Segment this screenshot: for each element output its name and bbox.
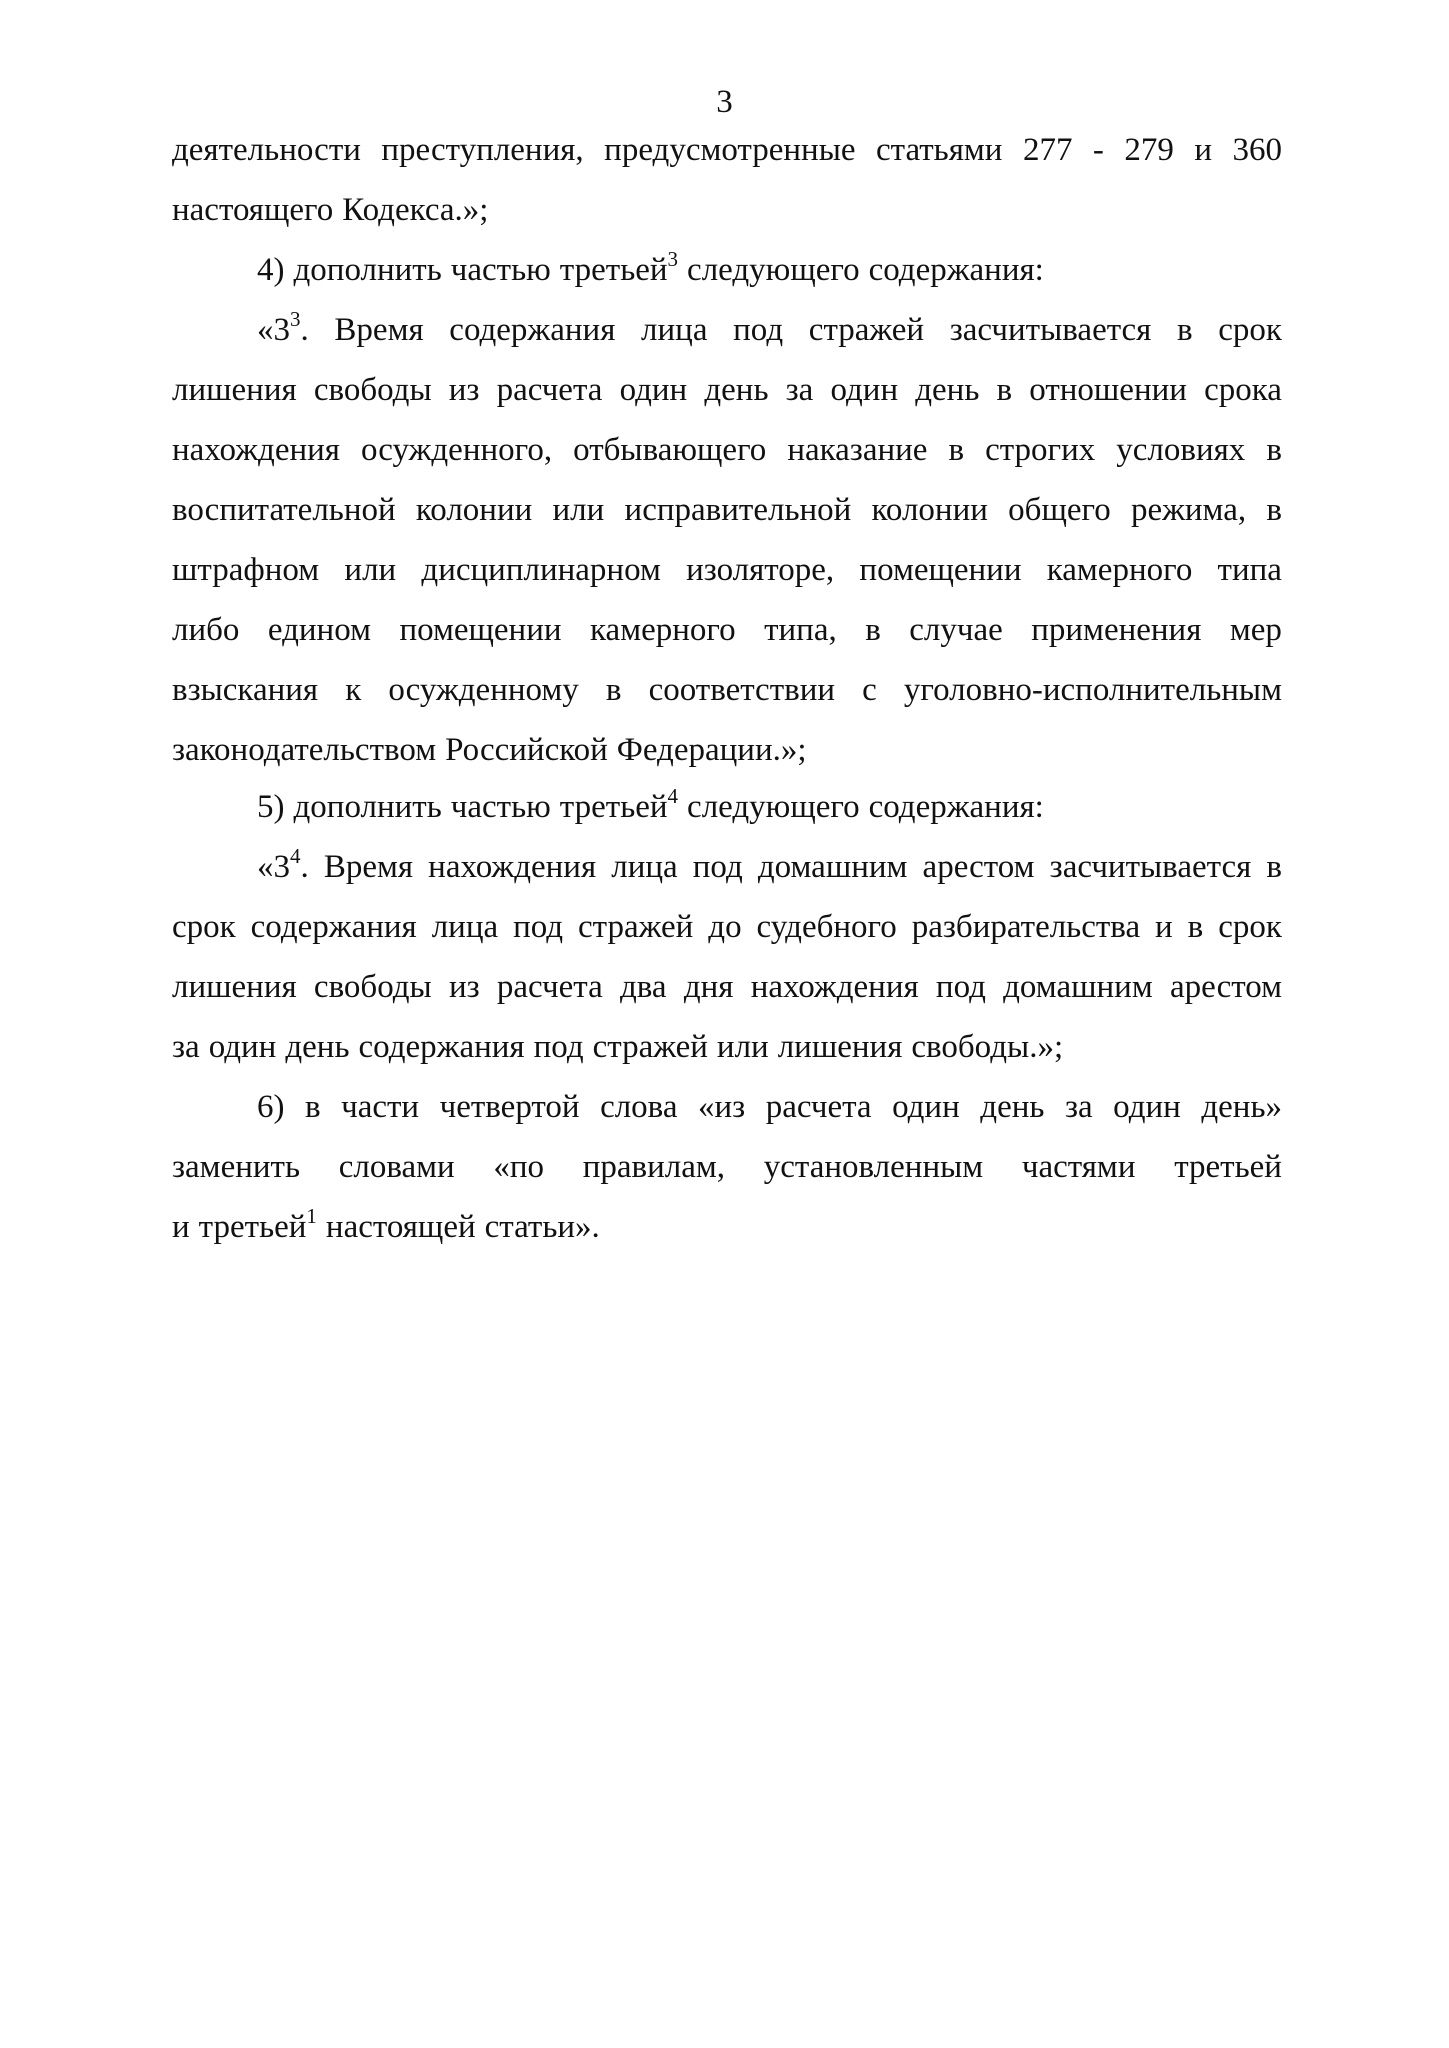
word: частями: [1021, 1149, 1136, 1185]
word: и: [1194, 132, 1213, 168]
word: условиях: [1116, 432, 1246, 468]
word: день: [980, 1089, 1045, 1125]
word: нахождения: [172, 432, 340, 468]
word: содержания: [250, 909, 417, 945]
word: домашним: [1003, 969, 1153, 1005]
word: либо: [172, 612, 240, 648]
superscript: 3: [290, 307, 301, 331]
word: в: [305, 1089, 321, 1125]
text-line: [257, 307, 1282, 350]
word: мер: [1229, 612, 1282, 648]
word: в: [948, 432, 965, 468]
word: предусмотренные: [604, 132, 856, 168]
word: словами: [338, 1149, 455, 1185]
word: лишения: [172, 969, 297, 1005]
word: нахождения: [428, 849, 597, 885]
word: под: [935, 969, 986, 1005]
word: слова: [600, 1089, 678, 1125]
word: настоящей: [325, 1209, 476, 1245]
superscript: 4: [667, 784, 679, 808]
word: расчета: [496, 969, 603, 1005]
word: 360: [1232, 132, 1282, 168]
word: из: [448, 969, 480, 1005]
word: правилам,: [582, 1149, 726, 1185]
word: частью: [450, 789, 551, 825]
word: один: [1113, 1089, 1181, 1125]
word: до: [708, 909, 742, 945]
word: в: [996, 372, 1013, 408]
word: свободы.»;: [911, 1029, 1064, 1065]
word: в: [1266, 492, 1282, 528]
word: срок: [172, 909, 236, 945]
word: деятельности: [172, 132, 361, 168]
word: или: [552, 492, 605, 528]
text-line: [172, 190, 1282, 230]
word: дисциплинарном: [421, 552, 661, 588]
word: взыскания: [172, 672, 319, 708]
superscript: 4: [290, 844, 301, 868]
word: преступления,: [381, 132, 584, 168]
word: под: [692, 849, 743, 885]
word: в: [1177, 312, 1193, 348]
word: Кодекса.»;: [342, 192, 489, 228]
text-line: [172, 370, 1282, 410]
text-line: [172, 430, 1282, 470]
word: четвертой: [439, 1089, 580, 1125]
word: арестом: [1169, 969, 1282, 1005]
word: штрафном: [172, 552, 320, 588]
period: .: [300, 312, 309, 348]
word: и: [172, 1209, 190, 1245]
word: камерного: [1046, 552, 1193, 588]
word: осужденного,: [360, 432, 553, 468]
superscript: 1: [306, 1204, 317, 1228]
word: строгих: [985, 432, 1096, 468]
word: в: [865, 612, 881, 648]
word: один: [830, 372, 899, 408]
text-line: [172, 907, 1282, 947]
word: осужденному: [388, 672, 579, 708]
text-line: [172, 730, 1282, 770]
word: содержания:: [868, 789, 1044, 825]
word: типа,: [764, 612, 837, 648]
word: из: [448, 372, 480, 408]
word: в: [1266, 849, 1282, 885]
word: лишения: [777, 1029, 903, 1065]
word: день: [704, 372, 769, 408]
word: стражей: [808, 312, 925, 348]
word: камерного: [590, 612, 736, 648]
text-line: [172, 490, 1282, 530]
word: лишения: [172, 372, 297, 408]
word: день: [915, 372, 980, 408]
text-line: [257, 1087, 1282, 1127]
word: или: [344, 552, 397, 588]
word: содержания: [358, 1029, 525, 1065]
word: применения: [1031, 612, 1202, 648]
text-line: [172, 550, 1282, 590]
word: расчета: [765, 1089, 872, 1125]
word: «по: [493, 1149, 545, 1185]
text-line: [172, 610, 1282, 650]
text-line: [172, 670, 1282, 710]
superscript: 3: [667, 247, 679, 271]
word: помещении: [859, 552, 1022, 588]
word: части: [341, 1089, 420, 1125]
word: «$3^4$.: [257, 844, 309, 885]
word: за: [1064, 1089, 1093, 1125]
word: исправительной: [624, 492, 852, 528]
text-line: [257, 247, 1282, 290]
text-line: [257, 844, 1282, 887]
word: частью: [450, 252, 551, 288]
word: один: [619, 372, 688, 408]
word: законодательством: [172, 732, 437, 768]
word: срока: [1204, 372, 1282, 408]
word: дополнить: [293, 789, 442, 825]
word: «из: [698, 1089, 746, 1125]
word: к: [345, 672, 362, 708]
word: третьей$^3$: [559, 247, 679, 288]
word: один: [208, 1029, 277, 1065]
word: засчитывается: [949, 312, 1152, 348]
word: колонии: [415, 492, 533, 528]
page-number: 3: [716, 84, 733, 120]
word: едином: [267, 612, 371, 648]
word: следующего: [687, 789, 860, 825]
word: стражей: [578, 909, 694, 945]
word: два: [620, 969, 667, 1005]
word: установленным: [763, 1149, 984, 1185]
word: и: [1155, 909, 1173, 945]
word: день: [285, 1029, 350, 1065]
word: лица: [431, 909, 499, 945]
word: воспитательной: [172, 492, 396, 528]
word: срок: [1218, 312, 1282, 348]
word: день»: [1201, 1089, 1282, 1125]
word: «$3^3$.: [257, 307, 309, 348]
word: типа: [1217, 552, 1282, 588]
text-line: [172, 1147, 1282, 1187]
word: третьей: [1174, 1149, 1282, 1185]
word: статьи».: [484, 1209, 600, 1245]
word: судебного: [756, 909, 897, 945]
word: помещении: [399, 612, 562, 648]
word: в: [1266, 432, 1282, 468]
word: засчитывается: [1049, 849, 1252, 885]
word: заменить: [172, 1149, 301, 1185]
word: один: [892, 1089, 960, 1125]
word: разбирательства: [911, 909, 1141, 945]
period: .: [300, 849, 309, 885]
word: домашним: [757, 849, 908, 885]
word: свободы: [313, 372, 432, 408]
word: изоляторе,: [686, 552, 835, 588]
word: третьей$^4$: [559, 784, 679, 825]
word: лица: [611, 849, 678, 885]
word: дня: [683, 969, 734, 1005]
word: статьями: [876, 132, 1003, 168]
word: в: [605, 672, 622, 708]
word: отношении: [1029, 372, 1187, 408]
word: свободы: [313, 969, 432, 1005]
word: содержания:: [868, 252, 1044, 288]
text-line: [172, 130, 1282, 170]
word: с: [862, 672, 877, 708]
word: Время: [334, 312, 424, 348]
word: Российской: [445, 732, 608, 768]
word: под: [533, 1029, 584, 1065]
word: 4): [257, 252, 285, 288]
word: отбывающего: [573, 432, 767, 468]
word: в: [1187, 909, 1204, 945]
word: содержания: [449, 312, 616, 348]
word: случае: [909, 612, 1003, 648]
word: настоящего: [172, 192, 334, 228]
word: колонии: [871, 492, 988, 528]
word: стражей: [592, 1029, 708, 1065]
word: арестом: [922, 849, 1035, 885]
word: за: [785, 372, 814, 408]
word: расчета: [496, 372, 603, 408]
word: 5): [257, 789, 285, 825]
word: нахождения: [750, 969, 919, 1005]
word: Федерации.»;: [616, 732, 807, 768]
word: следующего: [687, 252, 860, 288]
word: 6): [257, 1089, 285, 1125]
word: дополнить: [293, 252, 442, 288]
word: -: [1092, 132, 1104, 168]
word: наказание: [787, 432, 928, 468]
word: под: [513, 909, 564, 945]
text-line: [172, 1027, 1282, 1067]
word: Время: [323, 849, 414, 885]
word: общего: [1008, 492, 1111, 528]
word: или: [716, 1029, 769, 1065]
text-line: [172, 1204, 1282, 1247]
word: режима,: [1130, 492, 1247, 528]
word: за: [172, 1029, 200, 1065]
word: третьей$^1$: [198, 1204, 317, 1245]
word: лица: [641, 312, 708, 348]
word: 279: [1124, 132, 1174, 168]
text-line: [172, 967, 1282, 1007]
word: под: [733, 312, 784, 348]
word: срок: [1218, 909, 1282, 945]
word: соответствии: [648, 672, 836, 708]
word: уголовно-исполнительным: [903, 672, 1282, 708]
word: 277: [1022, 132, 1073, 168]
text-line: [257, 784, 1282, 827]
